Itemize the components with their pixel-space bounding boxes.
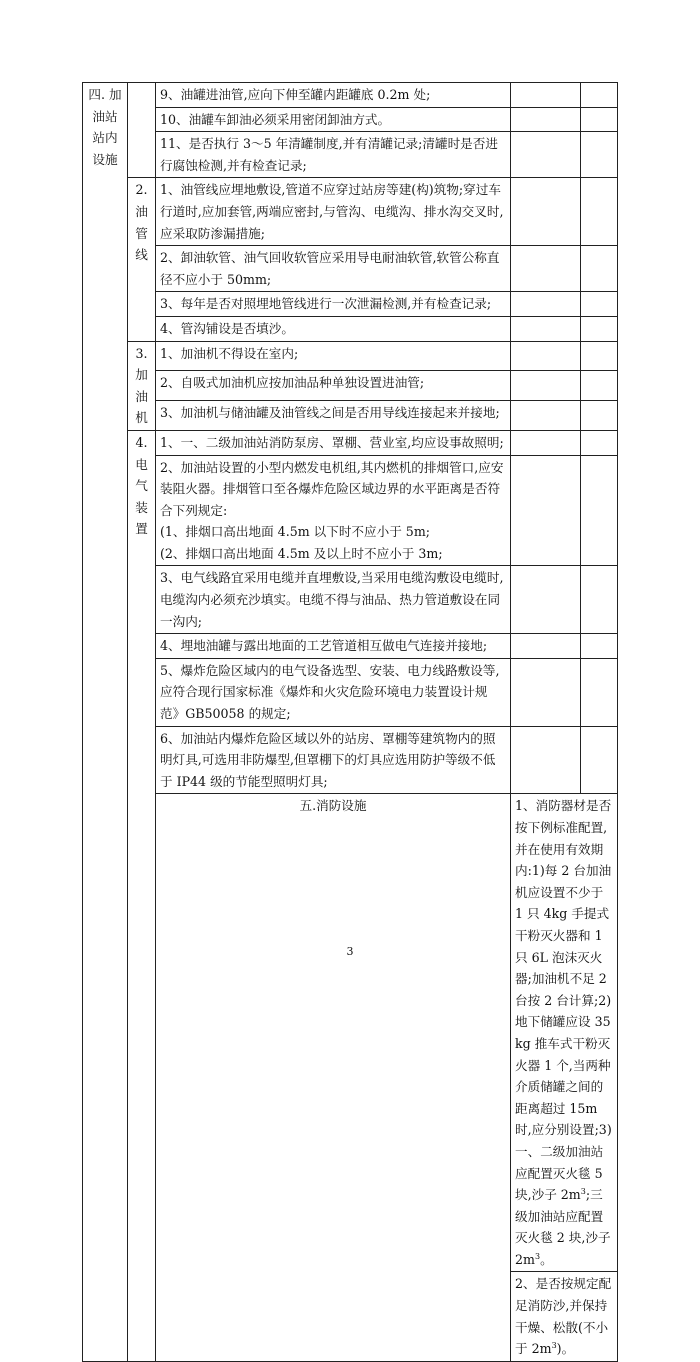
table-row: [83, 430, 618, 455]
group-label-2: [128, 178, 156, 341]
table-row: [83, 292, 618, 317]
note-cell: [581, 566, 618, 634]
note-cell: [581, 132, 618, 178]
check-item: [511, 794, 618, 1272]
note-cell: [581, 107, 618, 132]
result-cell: [511, 341, 581, 371]
note-cell: [581, 83, 618, 108]
note-cell: [581, 341, 618, 371]
superscript: 3: [580, 1186, 586, 1196]
table-row: [83, 178, 618, 246]
group-3-text: 3.加油机: [135, 345, 148, 426]
table-row: [83, 566, 618, 634]
group-label-1: [128, 83, 156, 178]
check-item: 5、爆炸危险区域内的电气设备选型、安装、电力线路敷设等,应符合现行国家标准《爆炸和火灾危险环境电力装置设计规范》GB50058 的规定;: [156, 658, 511, 726]
check-item: 9、油罐进油管,应向下伸至罐内距罐底 0.2m 处;: [156, 83, 511, 108]
note-cell: [581, 658, 618, 726]
result-cell: [511, 316, 581, 341]
result-cell: [511, 246, 581, 292]
note-cell: [581, 726, 618, 794]
check-item: 1、油管线应埋地敷设,管道不应穿过站房等建(构)筑物;穿过车行道时,应加套管,两端应密封,与管沟、电缆沟、排水沟交叉时,应采取防渗漏措施;: [156, 178, 511, 246]
table-row: [83, 107, 618, 132]
result-cell: [511, 371, 581, 401]
note-cell: [581, 178, 618, 246]
note-cell: [581, 634, 618, 659]
group-label-3: [128, 341, 156, 430]
check-item: 4、埋地油罐与露出地面的工艺管道相互做电气连接并接地;: [156, 634, 511, 659]
table-row: [83, 634, 618, 659]
check-item: 6、加油站内爆炸危险区域以外的站房、罩棚等建筑物内的照明灯具,可选用非防爆型,但罩棚下的灯具应选用防护等级不低于 IP44 级的节能型照明灯具;: [156, 726, 511, 794]
table-row: [83, 132, 618, 178]
result-cell: [511, 566, 581, 634]
check-item-text: 1、消防器材是否按下例标准配置,并在使用有效期内:1)每 2 台加油机应设置不少于 1 只 4kg 手提式干粉灭火器和 1 只 6L 泡沫灭火器;加油机不足 2 台按 2 台计算;2)地下储罐应设 35kg 推车式干粉灭火器 1 个,当两种介质储罐之间的距离超过 15m 时,应分别设置;3)一、二级加油站应配置灭火毯 5 块,沙子 2m: [515, 798, 612, 1203]
check-item: 3、每年是否对照埋地管线进行一次泄漏检测,并有检查记录;: [156, 292, 511, 317]
check-item-text: )。: [556, 1341, 575, 1357]
check-item-text: ;三级加油站应配置灭火毯 2 块,沙子 2m: [515, 1187, 611, 1267]
group-2-text: 2.油管线: [135, 182, 148, 263]
check-item: 11、是否执行 3～5 年清罐制度,并有清罐记录;清罐时是否进行腐蚀检测,并有检查记录;: [156, 132, 511, 178]
check-item: 3、电气线路宜采用电缆并直埋敷设,当采用电缆沟敷设电缆时,电缆沟内必须充沙填实。电缆不得与油品、热力管道敷设在同一沟内;: [156, 566, 511, 634]
note-cell: [581, 430, 618, 455]
table-row: [83, 83, 618, 108]
result-cell: [511, 658, 581, 726]
table-row: [83, 794, 618, 1272]
note-cell: [581, 246, 618, 292]
note-cell: [581, 455, 618, 566]
result-cell: [511, 634, 581, 659]
superscript: 3: [551, 1341, 557, 1351]
result-cell: [511, 107, 581, 132]
note-cell: [581, 371, 618, 401]
superscript: 3: [534, 1251, 541, 1261]
check-item: 10、油罐车卸油必须采用密闭卸油方式。: [156, 107, 511, 132]
note-cell: [581, 401, 618, 431]
check-item: 2、卸油软管、油气回收软管应采用导电耐油软管,软管公称直径不应小于 50mm;: [156, 246, 511, 292]
table-row: [83, 455, 618, 566]
check-item-text: 。: [540, 1251, 553, 1267]
table-row: [83, 401, 618, 431]
result-cell: [511, 83, 581, 108]
result-cell: [511, 132, 581, 178]
table-row: [83, 658, 618, 726]
check-item: 1、一、二级加油站消防泵房、罩棚、营业室,均应设事故照明;: [156, 430, 511, 455]
table-row: [83, 316, 618, 341]
section-5-text: 五.消防设施: [299, 798, 367, 814]
result-cell: [511, 178, 581, 246]
page-number: 3: [346, 945, 354, 958]
section-label-4: [83, 83, 128, 1362]
result-cell: [511, 455, 581, 566]
result-cell: [511, 292, 581, 317]
result-cell: [511, 726, 581, 794]
section-label-5: [156, 794, 511, 1361]
group-label-4: [128, 430, 156, 1361]
table-row: [83, 371, 618, 401]
check-item-subpoint: (2、排烟口高出地面 4.5m 及以上时不应小于 3m;: [160, 545, 443, 561]
check-item: 3、加油机与储油罐及油管线之间是否用导线连接起来并接地;: [156, 401, 511, 431]
result-cell: [511, 401, 581, 431]
check-item-text: 2、加油站设置的小型内燃发电机组,其内燃机的排烟管口,应安装阻火器。排烟管口至各爆炸危险区域边界的水平距离是否符合下列规定:: [160, 459, 504, 518]
check-item: [156, 455, 511, 566]
section-4-text: 四. 加油站站内设施: [88, 87, 122, 167]
table-row: [83, 246, 618, 292]
table-row: [83, 341, 618, 371]
group-4-text: 4.电气装置: [135, 434, 148, 537]
check-item: 1、加油机不得设在室内;: [156, 341, 511, 371]
check-item: 4、管沟铺设是否填沙。: [156, 316, 511, 341]
note-cell: [581, 292, 618, 317]
table-row: [83, 726, 618, 794]
check-item: [511, 1272, 618, 1361]
check-item: 2、自吸式加油机应按加油品种单独设置进油管;: [156, 371, 511, 401]
note-cell: [581, 316, 618, 341]
result-cell: [511, 430, 581, 455]
check-item-text: 2、是否按规定配足消防沙,并保持干燥、松散(不小于 2m: [515, 1276, 612, 1357]
inspection-table: [82, 82, 618, 1362]
check-item-subpoint: (1、排烟口高出地面 4.5m 以下时不应小于 5m;: [160, 524, 431, 540]
